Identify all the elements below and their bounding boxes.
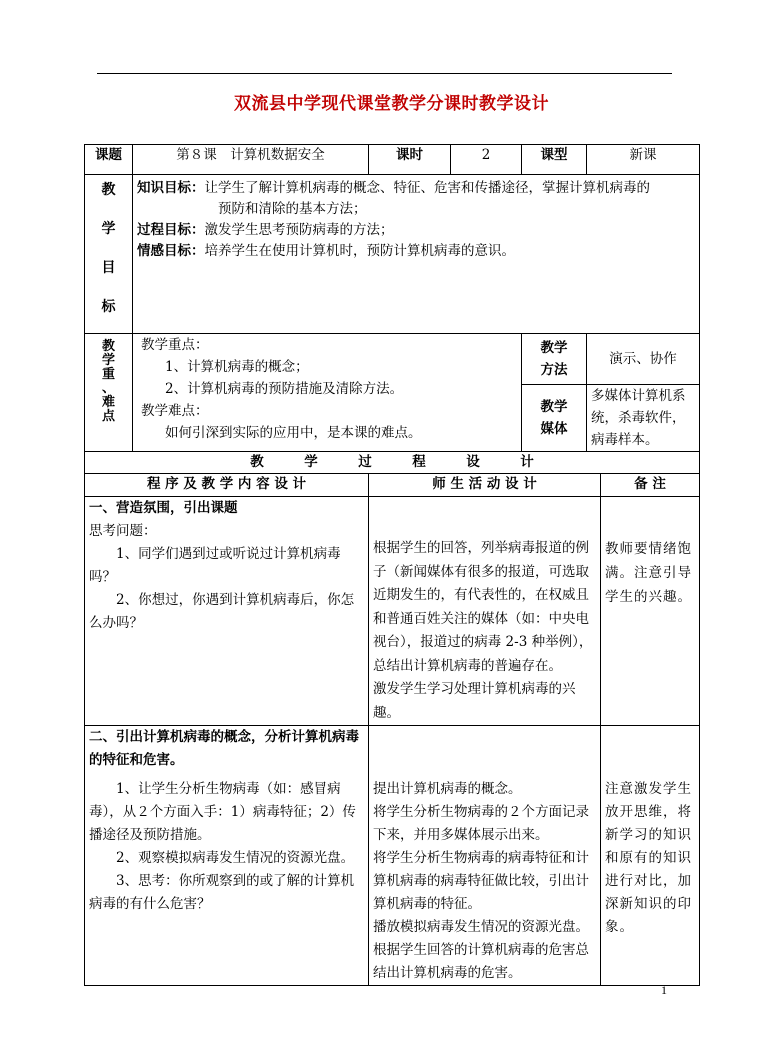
- section-2-note: 注意激发学生放开思维，将新学习的知识和原有的知识进行对比，加深新知识的印象。: [601, 726, 700, 986]
- section-2-row: [85, 726, 700, 986]
- section-2-p3: 3、思考：你所观察到的或了解的计算机病毒的有什么危害？: [89, 873, 355, 912]
- section-1-note: 教师要情绪饱满。注意引导学生的兴趣。: [601, 497, 700, 726]
- process-banner: 教 学 过 程 设 计: [85, 452, 700, 474]
- section-1-row: [85, 497, 700, 726]
- section-2-activity: 提出计算机病毒的概念。 将学生分析生物病毒的２个方面记录下来，并用多媒体展示出来。 将学生分析生物病毒的病毒特征和计算机病毒的病毒特征做比较，引出计算机病毒的特征。 播放模拟病毒发生情况的资源光盘。 根据学生回答的计算机病毒的危害总结出计算机病毒的危害。: [369, 726, 601, 986]
- difficulty-1: 如何引深到实际的应用中，是本课的难点。: [165, 425, 422, 441]
- section-1-activity: 根据学生的回答，列举病毒报道的例子（新闻媒体有很多的报道，可选取近期发生的，有代表性的，在权威且和普通百姓关注的媒体（如：中央电视台），报道过的病毒 2-3 种举例），总结出计算机病毒的普遍存在。 激发学生学习处理计算机病毒的兴趣。: [369, 497, 601, 726]
- section-2-p2: 2、观察模拟病毒发生情况的资源光盘。: [116, 850, 355, 866]
- knowledge-goal-cont: 预防和清除的基本方法；: [218, 201, 367, 217]
- method-value: 演示、协作: [587, 334, 700, 385]
- document-title: 双流县中学现代课堂教学分课时教学设计: [234, 94, 549, 114]
- period-value: 2: [451, 145, 522, 175]
- section-1-q2: 2、你想过，你遇到计算机病毒后，你怎么办吗？: [89, 592, 355, 631]
- col-content-header: 程 序 及 教 学 内 容 设 计: [85, 474, 369, 497]
- goals-content: [133, 175, 700, 334]
- section-1-think: 思考问题：: [89, 523, 157, 539]
- key-points-title: 教学重点：: [141, 337, 209, 353]
- type-value: 新课: [587, 145, 700, 175]
- process-header-row: [85, 474, 700, 497]
- section-2-p1: 1、让学生分析生物病毒（如：感冒病毒），从２个方面入手：1）病毒特征；2）传播途径及预防措施。: [89, 781, 356, 843]
- lesson-plan-table: [84, 144, 700, 986]
- difficulty-title: 教学难点：: [141, 403, 209, 419]
- media-label: 教学 媒体: [522, 385, 587, 452]
- method-label: 教学 方法: [522, 334, 587, 385]
- media-value: 多媒体计算机系统，杀毒软件，病毒样本。: [587, 385, 700, 452]
- process-goal: 过程目标：激发学生思考预防病毒的方法；: [137, 222, 394, 238]
- knowledge-goal: 知识目标：让学生了解计算机病毒的概念、特征、危害和传播途径，掌握计算机病毒的: [137, 180, 650, 196]
- focus-label: 教 学 重 、 难 点: [85, 334, 133, 452]
- period-label: 课时: [369, 145, 451, 175]
- header-row: [85, 145, 700, 175]
- col-notes-header: 备 注: [601, 474, 700, 497]
- type-label: 课型: [522, 145, 587, 175]
- topic-value: 第８课 计算机数据安全: [133, 145, 369, 175]
- key-point-2: 2、计算机病毒的预防措施及清除方法。: [165, 381, 404, 397]
- goals-row: [85, 175, 700, 334]
- header-rule: [97, 73, 672, 74]
- page-number: 1: [661, 983, 667, 997]
- section-1-title: 一、营造氛围，引出课题: [89, 500, 238, 516]
- focus-row: [85, 334, 700, 385]
- focus-content: [133, 334, 522, 452]
- section-2-title: 二、引出计算机病毒的概念，分析计算机病毒的特征和危害。: [89, 729, 359, 768]
- goals-label: 教 学 目 标: [85, 175, 133, 334]
- topic-label: 课题: [85, 145, 133, 175]
- section-2-content: [85, 726, 369, 986]
- emotion-goal: 情感目标：培养学生在使用计算机时，预防计算机病毒的意识。: [137, 243, 515, 259]
- process-banner-row: [85, 452, 700, 474]
- section-1-content: [85, 497, 369, 726]
- section-1-q1: 1、同学们遇到过或听说过计算机病毒吗？: [89, 546, 341, 585]
- key-point-1: 1、计算机病毒的概念；: [165, 359, 309, 375]
- col-activity-header: 师 生 活 动 设 计: [369, 474, 601, 497]
